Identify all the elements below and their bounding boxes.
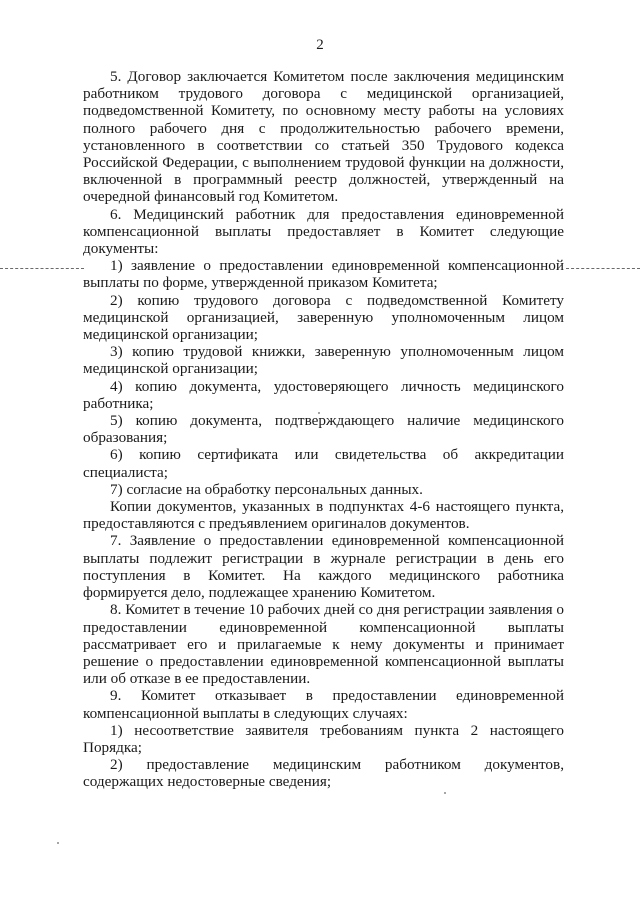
scan-speck — [57, 842, 59, 844]
document-body — [83, 68, 564, 791]
list-item-9-2: 2) предоставление медицинским работником документов, содержащих недостоверные сведения; — [83, 756, 564, 791]
scan-artifact-line-right — [566, 268, 640, 269]
paragraph-clause-8: 8. Комитет в течение 10 рабочих дней со дня регистрации заявления о предоставлении единовременной компенсационной выплаты рассматривает его и прилагаемые к нему документы и принимает решение о предоставлении единовременной компенсационной выплаты или об отказе в ее предоставлении. — [83, 601, 564, 688]
list-item-6-3: 3) копию трудовой книжки, заверенную уполномоченным лицом медицинской организации; — [83, 343, 564, 378]
list-item-6-4: 4) копию документа, удостоверяющего личность медицинского работника; — [83, 377, 564, 412]
paragraph-clause-5: 5. Договор заключается Комитетом после заключения медицинским работником трудового договора с медицинской организацией, подведомственной Комитету, по основному месту работы на условиях полного рабочего дня с продолжительностью рабочего времени, установленного в соответствии со статьей 350 Трудового кодекса Российской Федерации, с выполнением трудовой функции на должности, включенной в программный реестр должностей, утвержденный на очередной финансовый год Комитетом. — [83, 68, 564, 206]
list-item-6-1: 1) заявление о предоставлении единовременной компенсационной выплаты по форме, утвержденной приказом Комитета; — [83, 257, 564, 292]
scan-speck — [444, 792, 446, 794]
page-number: 2 — [316, 37, 324, 53]
paragraph-clause-6: 6. Медицинский работник для предоставления единовременной компенсационной выплаты предоставляет в Комитет следующие документы: — [83, 205, 564, 258]
paragraph-clause-7: 7. Заявление о предоставлении единовременной компенсационной выплаты подлежит регистрации в журнале регистрации в день его поступления в Комитет. На каждого медицинского работника формируется дело, подлежащее хранению Комитетом. — [83, 532, 564, 602]
list-item-6-6: 6) копию сертификата или свидетельства об аккредитации специалиста; — [83, 446, 564, 481]
list-item-9-1: 1) несоответствие заявителя требованиям пункта 2 настоящего Порядка; — [83, 721, 564, 756]
list-item-6-2: 2) копию трудового договора с подведомственной Комитету медицинской организацией, заверенную уполномоченным лицом медицинской организации; — [83, 291, 564, 344]
paragraph-copies-note: Копии документов, указанных в подпунктах 4-6 настоящего пункта, предоставляются с предъявлением оригиналов документов. — [83, 498, 564, 533]
paragraph-clause-9: 9. Комитет отказывает в предоставлении единовременной компенсационной выплаты в следующих случаях: — [83, 687, 564, 722]
scan-artifact-line-left — [0, 268, 84, 269]
list-item-6-7: 7) согласие на обработку персональных данных. — [110, 480, 423, 498]
list-item-6-5: 5) копию документа, подтверждающего наличие медицинского образования; — [83, 412, 564, 447]
